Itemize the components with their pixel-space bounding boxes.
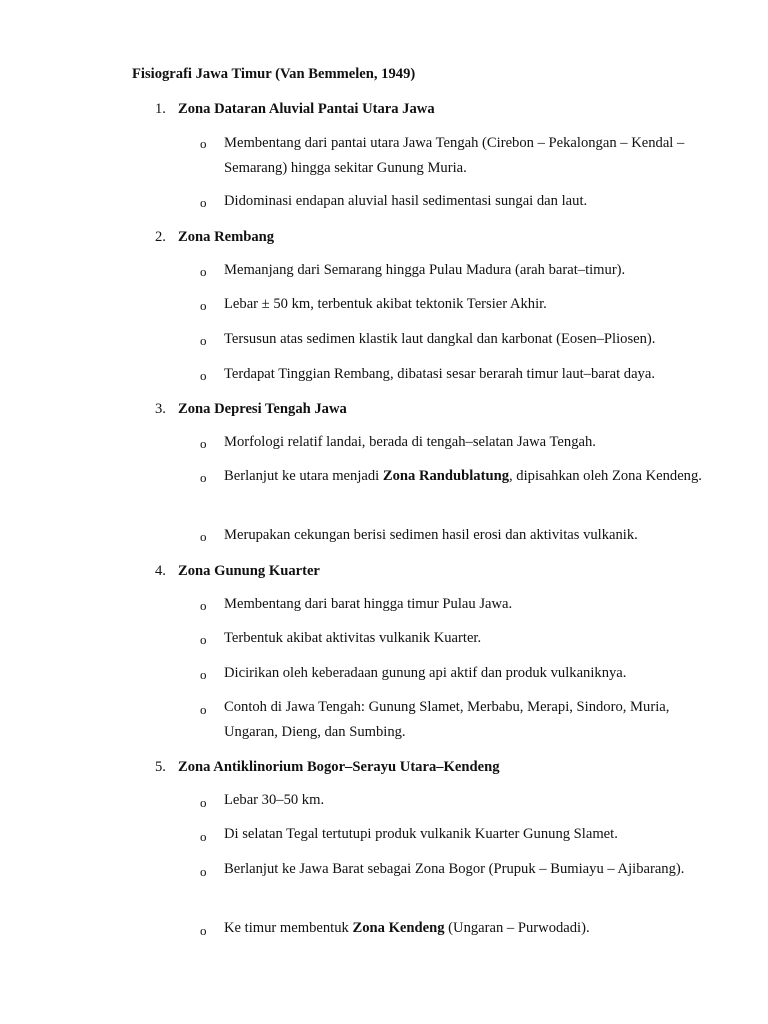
section-heading: Zona Depresi Tengah Jawa (178, 401, 347, 417)
bullet-item: Berlanjut ke Jawa Barat sebagai Zona Bogor (Prupuk – Bumiayu – Ajibarang). (224, 861, 685, 877)
section-number: 2. (155, 229, 166, 245)
bullet-marker: o (200, 436, 207, 451)
bullet-marker: o (200, 598, 207, 613)
bullet-marker: o (200, 368, 207, 383)
bullet-marker: o (200, 195, 207, 210)
bullet-item: Terbentuk akibat aktivitas vulkanik Kuarter. (224, 630, 482, 646)
bullet-item: Membentang dari barat hingga timur Pulau Jawa. (224, 596, 513, 612)
bullet-item: Merupakan cekungan berisi sedimen hasil erosi dan aktivitas vulkanik. (224, 527, 638, 543)
bullet-marker: o (200, 864, 207, 879)
bullet-item: Berlanjut ke utara menjadi Zona Randublatung, dipisahkan oleh Zona Kendeng. (224, 468, 702, 484)
bullet-marker: o (200, 264, 207, 279)
section-number: 3. (155, 401, 166, 417)
document-title: Fisiografi Jawa Timur (Van Bemmelen, 1949) (132, 66, 416, 82)
bullet-item: Dicirikan oleh keberadaan gunung api aktif dan produk vulkaniknya. (224, 665, 627, 681)
section-heading: Zona Dataran Aluvial Pantai Utara Jawa (178, 101, 435, 117)
bullet-item: Lebar 30–50 km. (224, 792, 325, 808)
section-number: 5. (155, 759, 166, 775)
bullet-marker: o (200, 529, 207, 544)
section-heading: Zona Gunung Kuarter (178, 563, 320, 579)
bullet-marker: o (200, 923, 207, 938)
bullet-marker: o (200, 333, 207, 348)
section-heading: Zona Rembang (178, 229, 275, 245)
bullet-item: Tersusun atas sedimen klastik laut dangkal dan karbonat (Eosen–Pliosen). (224, 331, 656, 347)
bullet-item: Di selatan Tegal tertutupi produk vulkanik Kuarter Gunung Slamet. (224, 826, 618, 842)
bullet-marker: o (200, 136, 207, 151)
section-heading: Zona Antiklinorium Bogor–Serayu Utara–Kendeng (178, 759, 500, 775)
bullet-marker: o (200, 702, 207, 717)
bullet-marker: o (200, 298, 207, 313)
bullet-marker: o (200, 632, 207, 647)
bullet-marker: o (200, 470, 207, 485)
bullet-item: Terdapat Tinggian Rembang, dibatasi sesar berarah timur laut–barat daya. (224, 366, 655, 382)
bullet-marker: o (200, 829, 207, 844)
bullet-marker: o (200, 667, 207, 682)
bullet-item: Ke timur membentuk Zona Kendeng (Ungaran – Purwodadi). (224, 920, 590, 936)
bullet-item: Didominasi endapan aluvial hasil sedimentasi sungai dan laut. (224, 193, 588, 209)
section-number: 1. (155, 101, 166, 117)
bullet-marker: o (200, 795, 207, 810)
section-number: 4. (155, 563, 166, 579)
bullet-item: Contoh di Jawa Tengah: Gunung Slamet, Merbabu, Merapi, Sindoro, Muria, Ungaran, Dieng, dan Sumbing. (224, 699, 670, 740)
bullet-item: Morfologi relatif landai, berada di tengah–selatan Jawa Tengah. (224, 434, 596, 450)
bullet-item: Membentang dari pantai utara Jawa Tengah (Cirebon – Pekalongan – Kendal – Semarang) hingga sekitar Gunung Muria. (224, 135, 685, 176)
bullet-item: Memanjang dari Semarang hingga Pulau Madura (arah barat–timur). (224, 262, 626, 278)
bullet-item: Lebar ± 50 km, terbentuk akibat tektonik Tersier Akhir. (224, 296, 547, 312)
